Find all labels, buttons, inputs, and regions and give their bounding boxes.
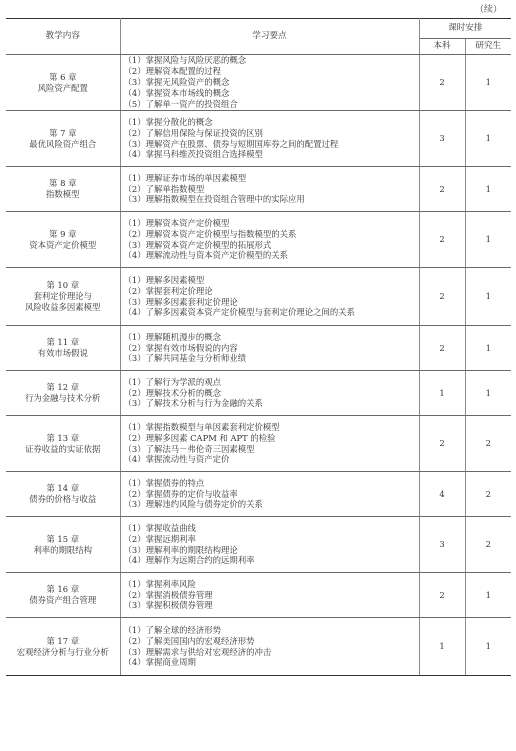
chapter-number: 第 13 章 [46, 432, 80, 443]
study-point: （2）理解技术分析的概念 [123, 387, 221, 398]
undergraduate-hours: 3 [419, 517, 465, 573]
study-point: （1）理解资本资产定价模型 [123, 217, 230, 228]
chapter-cell [6, 573, 120, 618]
chapter-number: 第 8 章 [49, 178, 77, 189]
study-point: （1）掌握指数模型与单因素套利定价模型 [123, 421, 280, 432]
chapter-number: 第 12 章 [46, 382, 80, 393]
undergraduate-hours: 2 [419, 573, 465, 618]
chapter-title: 利率的期限结构 [33, 544, 93, 555]
study-point: （4）掌握马科维茨投资组合选择模型 [123, 149, 263, 160]
undergraduate-hours: 4 [419, 472, 465, 517]
table-body [6, 55, 511, 676]
graduate-hours: 1 [465, 111, 511, 167]
chapter-number: 第 7 章 [49, 127, 77, 138]
study-point: （2）掌握消极债券管理 [123, 589, 213, 600]
study-point: （3）理解资本资产定价模型的拓展形式 [123, 239, 272, 250]
chapter-number: 第 16 章 [46, 584, 80, 595]
study-point: （4）掌握资本市场线的概念 [123, 87, 230, 98]
study-point: （3）理解多因素套利定价理论 [123, 296, 238, 307]
table-row [6, 517, 511, 573]
chapter-title: 指数模型 [46, 189, 80, 199]
graduate-hours: 1 [465, 618, 511, 676]
graduate-hours: 1 [465, 371, 511, 416]
study-point: （2）了解信用保险与保证投资的区别 [123, 127, 263, 138]
study-point: （4）理解作为远期合约的远期利率 [123, 555, 255, 566]
study-points-cell [120, 517, 419, 573]
study-point: （1）理解多因素模型 [123, 274, 205, 285]
study-points-cell [120, 167, 419, 212]
study-points-cell [120, 111, 419, 167]
study-point: （2）了解美国国内的宏观经济形势 [123, 635, 255, 646]
study-points-cell [120, 573, 419, 618]
chapter-number: 第 11 章 [46, 337, 80, 348]
table-row [6, 326, 511, 371]
undergraduate-hours: 2 [419, 326, 465, 371]
study-point: （3）了解法马－弗伦奇三因素模型 [123, 443, 255, 454]
undergraduate-hours: 3 [419, 111, 465, 167]
graduate-hours: 1 [465, 55, 511, 111]
syllabus-table [6, 18, 511, 676]
chapter-cell [6, 472, 120, 517]
study-point: （3）理解违约风险与债券定价的关系 [123, 499, 263, 510]
graduate-hours: 2 [465, 517, 511, 573]
study-point: （3）掌握积极债券管理 [123, 600, 213, 611]
table-header [6, 19, 511, 55]
study-point: （1）掌握收益曲线 [123, 522, 196, 533]
study-point: （3）了解共同基金与分析师业绩 [123, 353, 247, 364]
graduate-hours: 1 [465, 326, 511, 371]
study-point: （5）了解单一资产的投资组合 [123, 98, 238, 109]
study-point: （2）掌握套利定价理论 [123, 285, 213, 296]
chapter-title: 债券的价格与收益 [29, 494, 97, 504]
table-row [6, 268, 511, 326]
chapter-number: 第 15 章 [46, 533, 80, 544]
study-point: （3）理解资产在股票、债券与短期国库券之间的配置过程 [123, 138, 339, 149]
study-points-cell [120, 416, 419, 472]
study-point: （2）理解资本配置的过程 [123, 66, 221, 77]
undergraduate-hours: 2 [419, 268, 465, 326]
undergraduate-hours: 2 [419, 212, 465, 268]
study-point: （1）掌握分散化的概念 [123, 116, 213, 127]
header-class-hours: 课时安排 [419, 19, 511, 39]
header-teaching-content: 教学内容 [6, 19, 120, 55]
chapter-cell [6, 326, 120, 371]
graduate-hours: 1 [465, 212, 511, 268]
table-row [6, 618, 511, 676]
study-point: （1）了解全球的经济形势 [123, 624, 221, 635]
study-point: （1）掌握债券的特点 [123, 477, 205, 488]
chapter-title: 债券资产组合管理 [29, 595, 97, 605]
continued-mark: （续） [474, 5, 502, 15]
study-point: （2）掌握远期利率 [123, 533, 196, 544]
table-row [6, 55, 511, 111]
chapter-title: 有效市场假说 [37, 348, 88, 358]
chapter-cell [6, 371, 120, 416]
study-point: （1）了解行为学派的观点 [123, 376, 221, 387]
table-row [6, 111, 511, 167]
chapter-number: 第 6 章 [49, 71, 77, 82]
study-points-cell [120, 268, 419, 326]
study-point: （4）了解多因素资本资产定价模型与套利定价理论之间的关系 [123, 307, 355, 318]
chapter-title: 风险资产配置 [37, 82, 88, 93]
chapter-title: 风险收益多因素模型 [25, 301, 101, 312]
study-point: （1）理解证券市场的单因素模型 [123, 172, 247, 183]
study-point: （2）掌握债券的定价与收益率 [123, 488, 238, 499]
undergraduate-hours: 2 [419, 416, 465, 472]
table-row [6, 416, 511, 472]
header-study-points: 学习要点 [120, 19, 419, 55]
chapter-number: 第 17 章 [46, 635, 80, 646]
study-point: （1）掌握风险与风险厌恶的概念 [123, 55, 247, 66]
table-row [6, 371, 511, 416]
chapter-cell [6, 618, 120, 676]
chapter-title: 宏观经济分析与行业分析 [16, 646, 109, 657]
study-point: （2）掌握有效市场假说的内容 [123, 342, 238, 353]
study-point: （3）理解指数模型在投资组合管理中的实际应用 [123, 194, 305, 205]
chapter-number: 第 14 章 [46, 483, 80, 494]
study-point: （2）理解多因素 CAPM 和 APT 的检验 [123, 432, 276, 443]
undergraduate-hours: 2 [419, 167, 465, 212]
study-point: （3）理解利率的期限结构理论 [123, 544, 238, 555]
header-undergraduate: 本科 [419, 39, 465, 55]
study-points-cell [120, 472, 419, 517]
graduate-hours: 1 [465, 268, 511, 326]
table-row [6, 573, 511, 618]
study-point: （2）理解资本资产定价模型与指数模型的关系 [123, 228, 297, 239]
chapter-cell [6, 416, 120, 472]
chapter-title: 最优风险资产组合 [29, 138, 97, 149]
graduate-hours: 1 [465, 167, 511, 212]
chapter-number: 第 9 章 [49, 228, 77, 239]
chapter-title: 资本资产定价模型 [29, 239, 97, 250]
graduate-hours: 1 [465, 573, 511, 618]
chapter-title: 行为金融与技术分析 [25, 393, 101, 403]
study-point: （4）掌握流动性与资产定价 [123, 454, 230, 465]
header-graduate: 研究生 [465, 39, 511, 55]
chapter-cell [6, 517, 120, 573]
chapter-cell [6, 55, 120, 111]
study-point: （3）理解需求与供给对宏观经济的冲击 [123, 646, 272, 657]
study-point: （3）了解技术分析与行为金融的关系 [123, 398, 263, 409]
undergraduate-hours: 1 [419, 618, 465, 676]
undergraduate-hours: 1 [419, 371, 465, 416]
table-row [6, 472, 511, 517]
study-point: （4）理解流动性与资本资产定价模型的关系 [123, 250, 288, 261]
table-row [6, 212, 511, 268]
study-point: （1）理解随机漫步的概念 [123, 331, 221, 342]
chapter-cell [6, 111, 120, 167]
study-point: （4）掌握商业周期 [123, 657, 196, 668]
chapter-cell [6, 167, 120, 212]
study-points-cell [120, 212, 419, 268]
chapter-cell [6, 212, 120, 268]
chapter-number: 第 10 章 [46, 280, 80, 291]
chapter-cell [6, 268, 120, 326]
graduate-hours: 2 [465, 416, 511, 472]
study-point: （2）了解单指数模型 [123, 183, 205, 194]
study-points-cell [120, 618, 419, 676]
study-points-cell [120, 326, 419, 371]
study-points-cell [120, 371, 419, 416]
undergraduate-hours: 2 [419, 55, 465, 111]
study-points-cell [120, 55, 419, 111]
study-point: （1）掌握利率风险 [123, 578, 196, 589]
chapter-title: 证券收益的实证依据 [25, 443, 101, 454]
chapter-title: 套利定价理论与 [33, 291, 93, 302]
graduate-hours: 2 [465, 472, 511, 517]
study-point: （3）掌握无风险资产的概念 [123, 77, 230, 88]
table-row [6, 167, 511, 212]
